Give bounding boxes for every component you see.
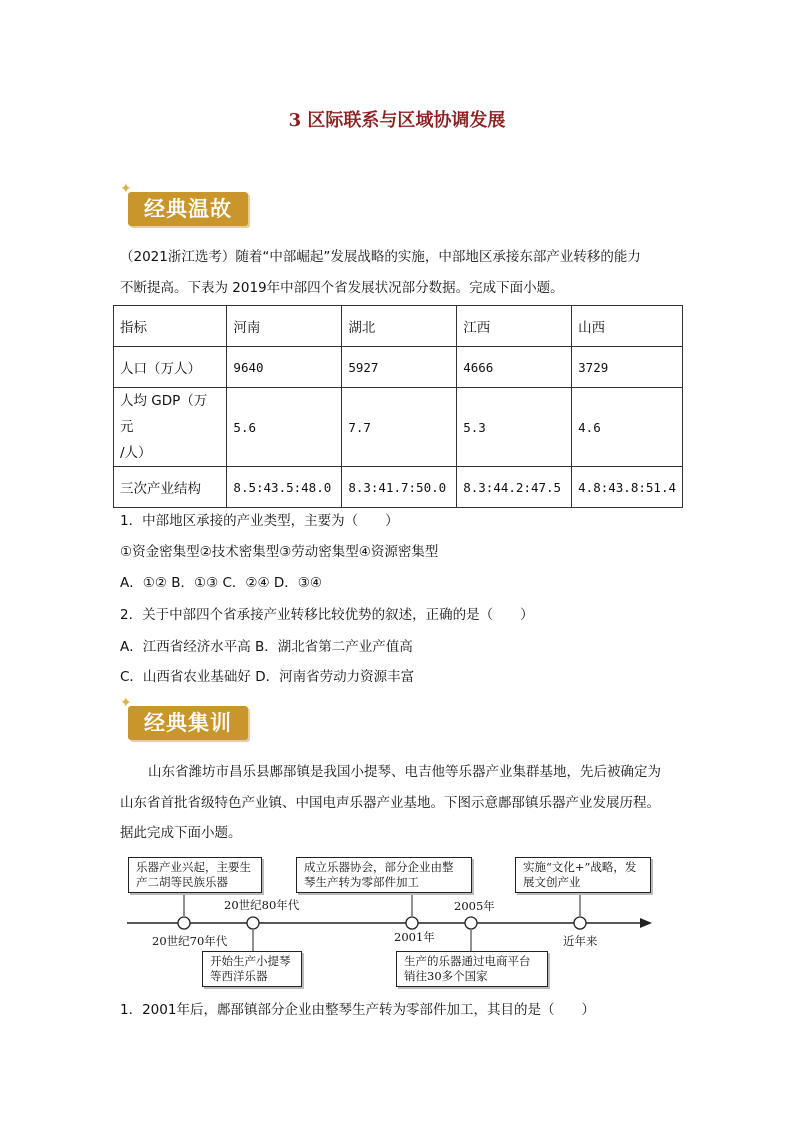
intro-line: 不断提高。下表为 2019年中部四个省发展状况部分数据。完成下面小题。 (120, 280, 564, 296)
timeline-node (574, 917, 586, 929)
section-badge-label: 经典集训 (144, 711, 232, 735)
arrow-head-icon (640, 918, 652, 928)
table-cell: 人口（万人） (114, 347, 227, 388)
timeline-label: 20世纪70年代 (152, 934, 228, 948)
star-icon: ✦ (120, 181, 132, 197)
table-cell-line: /人） (120, 445, 152, 461)
table-cell: 8.3:44.2:47.5 (457, 467, 572, 508)
timeline-event-box: 成立乐器协会，部分企业由整琴生产转为零部件加工 (296, 857, 472, 893)
question-text: 1．2001年后，鄌郚镇部分企业由整琴生产转为零部件加工，其目的是（ ） (120, 1002, 595, 1018)
table-cell: 三次产业结构 (114, 467, 227, 508)
question-items: ①资金密集型②技术密集型③劳动密集型④资源密集型 (120, 544, 439, 560)
table-cell: 8.3:41.7:50.0 (342, 467, 457, 508)
table-cell: 9640 (227, 347, 342, 388)
section-badge-label: 经典温故 (144, 197, 232, 221)
question-text: 1．中部地区承接的产业类型，主要为（ ） (120, 513, 399, 529)
timeline-node (465, 917, 477, 929)
star-icon: ✦ (120, 695, 132, 711)
table-cell: 3729 (572, 347, 683, 388)
table-cell: 5927 (342, 347, 457, 388)
table-cell: 4.8:43.8:51.4 (572, 467, 683, 508)
table-cell: 4.6 (572, 388, 683, 467)
question-options: C．山西省农业基础好 D．河南省劳动力资源丰富 (120, 669, 415, 685)
table-header-cell: 指标 (114, 306, 227, 347)
timeline-event-box: 乐器产业兴起，主要生产二胡等民族乐器 (128, 857, 262, 893)
question-options: A．江西省经济水平高 B．湖北省第二产业产值高 (120, 639, 413, 655)
question-options: A．①② B．①③ C．②④ D．③④ (120, 575, 323, 591)
table-header-cell: 山西 (572, 306, 683, 347)
timeline-event-box: 生产的乐器通过电商平台销往30多个国家 (396, 951, 548, 987)
table-cell: 4666 (457, 347, 572, 388)
intro-line: 据此完成下面小题。 (120, 825, 242, 841)
table-cell: 7.7 (342, 388, 457, 467)
intro-line: （2021浙江选考）随着“中部崛起”发展战略的实施，中部地区承接东部产业转移的能力 (120, 249, 641, 265)
intro-line: 山东省首批省级特色产业镇、中国电声乐器产业基地。下图示意鄌郚镇乐器产业发展历程。 (120, 795, 660, 811)
question-text: 2．关于中部四个省承接产业转移比较优势的叙述，正确的是（ ） (120, 607, 534, 623)
timeline-label: 2005年 (454, 899, 495, 913)
table-header-cell: 江西 (457, 306, 572, 347)
timeline-event-box: 开始生产小提琴等西洋乐器 (202, 951, 302, 987)
table-cell: 5.6 (227, 388, 342, 467)
table-header-cell: 河南 (227, 306, 342, 347)
timeline-node (247, 917, 259, 929)
timeline-node (406, 917, 418, 929)
table-cell: 8.5:43.5:48.0 (227, 467, 342, 508)
page-title: 3 区际联系与区域协调发展 (288, 110, 506, 131)
timeline-label: 20世纪80年代 (224, 898, 300, 912)
table-cell-line: 人均 GDP（万元 (120, 393, 208, 435)
timeline-node (178, 917, 190, 929)
table-header-cell: 湖北 (342, 306, 457, 347)
table-cell: 5.3 (457, 388, 572, 467)
timeline-label: 近年来 (563, 934, 598, 948)
timeline-event-box: 实施“文化+”战略，发展文创产业 (515, 857, 651, 893)
intro-line: 山东省潍坊市昌乐县鄌郚镇是我国小提琴、电吉他等乐器产业集群基地，先后被确定为 (148, 764, 661, 780)
timeline-label: 2001年 (394, 930, 435, 944)
